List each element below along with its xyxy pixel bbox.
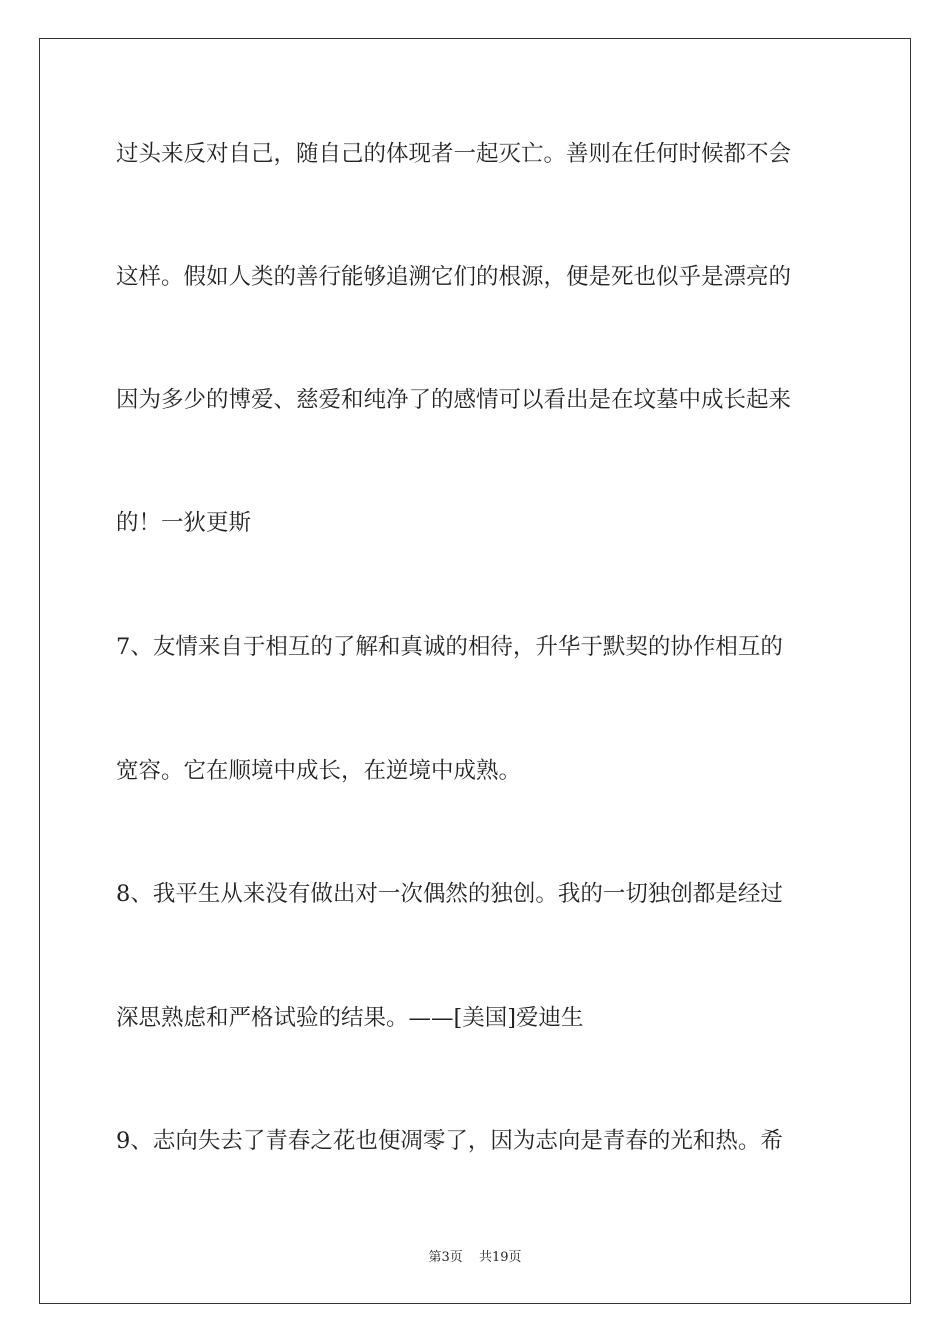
text-line-1: 过头来反对自己，随自己的体现者一起灭亡。善则在任何时候都不会 [116, 141, 792, 167]
page-footer [0, 1246, 950, 1265]
text-line-7: 8、我平生从来没有做出对一次偶然的独创。我的一切独创都是经过 [116, 881, 783, 907]
text-line-4: 的！一狄更斯 [116, 510, 252, 536]
page-border [39, 38, 911, 1304]
text-line-9: 9、志向失去了青春之花也便凋零了，因为志向是青春的光和热。希 [116, 1128, 783, 1154]
page-number: 第3页 [428, 1250, 463, 1265]
page-total: 共19页 [478, 1250, 522, 1265]
text-line-3: 因为多少的博爱、慈爱和纯净了的感情可以看出是在坟墓中成长起来 [116, 387, 792, 413]
text-line-5: 7、友情来自于相互的了解和真诚的相待，升华于默契的协作相互的 [116, 634, 783, 660]
text-line-2: 这样。假如人类的善行能够追溯它们的根源，便是死也似乎是漂亮的 [116, 264, 792, 290]
text-line-8: 深思熟虑和严格试验的结果。——[美国]爱迪生 [116, 1005, 584, 1031]
text-line-6: 宽容。它在顺境中成长，在逆境中成熟。 [116, 758, 522, 784]
